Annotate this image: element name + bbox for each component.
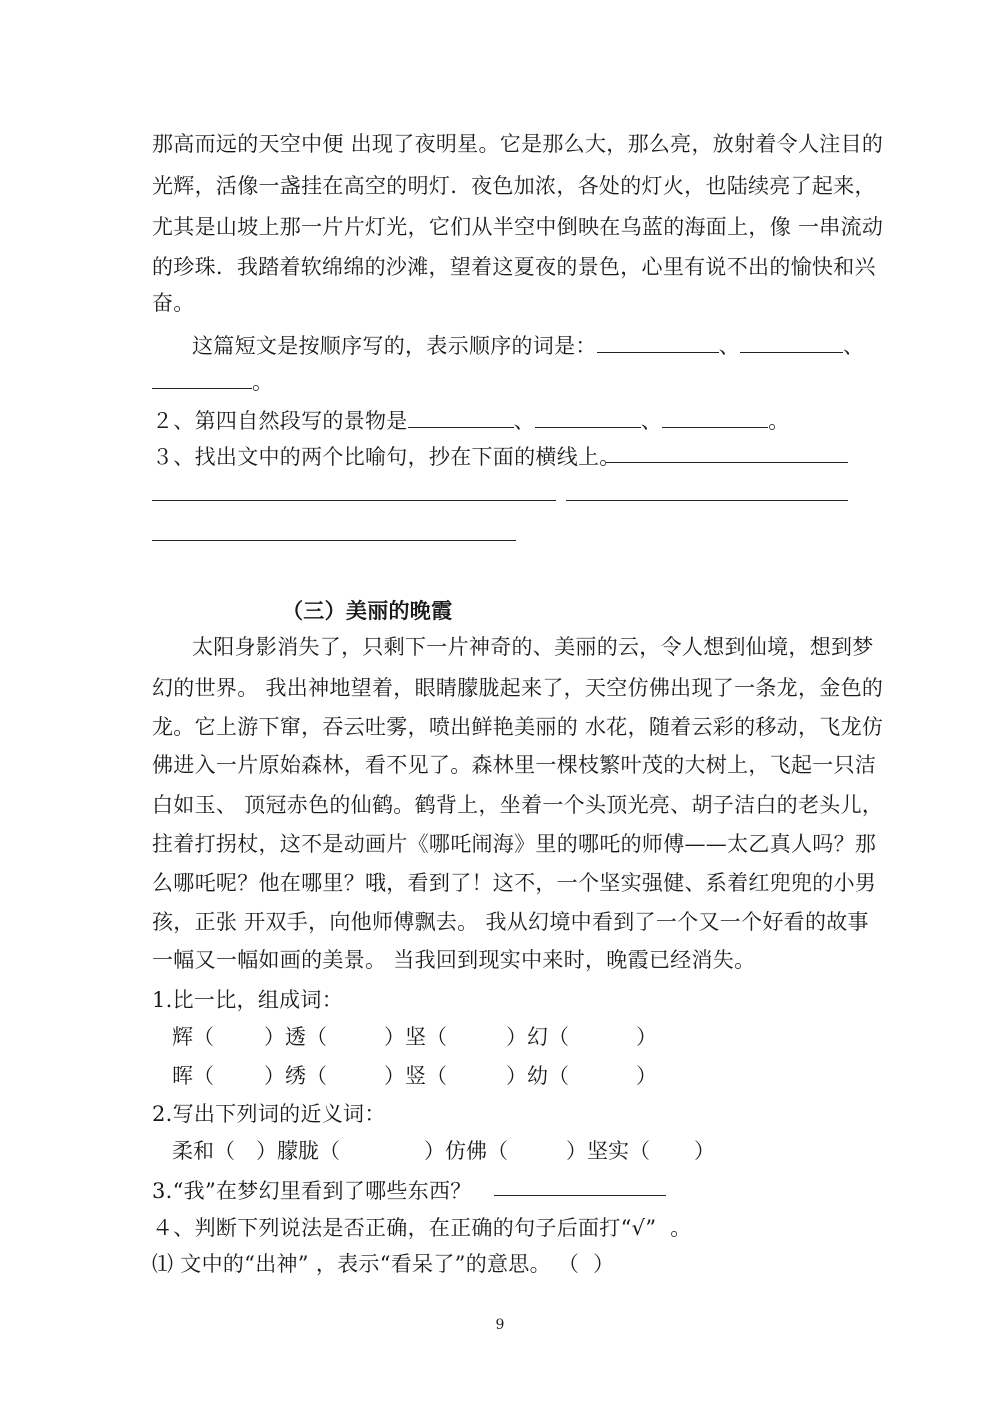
separator: 。 [252, 370, 274, 394]
word-pair-3: ）坚（ [384, 1025, 447, 1049]
answer-line[interactable] [494, 1195, 666, 1196]
passage3-line-1: 太阳身影消失了，只剩下一片神奇的、美丽的云，令人想到仙境，想到梦 [192, 635, 874, 659]
separator: 、 [640, 409, 663, 433]
word-pair-8: ）幼（ [506, 1064, 569, 1088]
answer-line[interactable] [566, 500, 848, 501]
answer-blank[interactable] [535, 405, 641, 428]
word-pair-5: 晖（ [172, 1064, 214, 1088]
answer-line[interactable] [152, 500, 556, 501]
passage3-line-7: 么哪吒呢？他在哪里？哦，看到了！这不，一个坚实强健、系着红兜兜的小男 [152, 871, 877, 895]
word-pair-4: ）幻（ [506, 1025, 569, 1049]
question2-1 [192, 330, 864, 361]
passage2-line-3: 尤其是山坡上那一片片灯光，它们从半空中倒映在乌蓝的海面上，像 一串流动 [152, 215, 884, 239]
question3-3-text: 3.“我”在梦幻里看到了哪些东西？ [152, 1179, 472, 1203]
answer-line[interactable] [152, 540, 516, 541]
answer-blank[interactable] [152, 366, 252, 389]
word-pair-2: ）透（ [264, 1025, 327, 1049]
passage3-line-5: 白如玉、 顶冠赤色的仙鹤。鹤背上，坐着一个头顶光亮、胡子洁白的老头儿， [152, 793, 884, 817]
word-pair-6: ）绣（ [264, 1064, 327, 1088]
word-pair-end: ） [636, 1064, 657, 1088]
question3-4-item-1: ⑴ 文中的“出神” ，表示“看呆了”的意思。 （ ） [152, 1252, 615, 1276]
page-number: 9 [495, 1317, 505, 1333]
answer-blank[interactable] [662, 405, 768, 428]
passage2-line-1: 那高而远的天空中便 出现了夜明星。它是那么大，那么亮，放射着令人注目的 [152, 132, 884, 156]
question2-1-cont [152, 366, 273, 397]
synonym-2: ）朦胧（ [256, 1139, 340, 1163]
passage3-line-3: 龙。它上游下窜，吞云吐雾，喷出鲜艳美丽的 水花，随着云彩的移动，飞龙仿 [152, 715, 884, 739]
separator: 、 [513, 409, 535, 433]
separator: 、 [718, 334, 741, 358]
passage3-line-9: 一幅又一幅如画的美景。 当我回到现实中来时，晚霞已经消失。 [152, 948, 756, 972]
separator: 。 [768, 409, 790, 433]
word-pair-1: 辉（ [172, 1025, 214, 1049]
passage2-line-4: 的珍珠. 我踏着软绵绵的沙滩，望着这夏夜的景色，心里有说不出的愉快和兴 [152, 255, 876, 279]
question2-2-text: ２、第四自然段写的景物是 [152, 409, 408, 433]
passage3-line-6: 拄着打拐杖，这不是动画片《哪吒闹海》里的哪吒的师傅——太乙真人吗？那 [152, 832, 877, 856]
answer-blank[interactable] [408, 405, 514, 428]
question3-4-text: ４、判断下列说法是否正确，在正确的句子后面打“√” 。 [152, 1216, 692, 1240]
question2-3-text: ３、找出文中的两个比喻句，抄在下面的横线上。 [152, 445, 621, 469]
question3-2-title: 2.写出下列词的近义词： [152, 1102, 386, 1126]
section-title: （三）美丽的晚霞 [282, 598, 453, 623]
passage3-line-4: 佛进入一片原始森林，看不见了。森林里一棵枝繁叶茂的大树上，飞起一只洁 [152, 753, 877, 777]
word-pair-end: ） [636, 1025, 657, 1049]
synonym-end: ） [694, 1139, 715, 1163]
answer-blank[interactable] [597, 330, 719, 353]
separator: 、 [843, 334, 865, 358]
question2-2 [152, 405, 790, 436]
answer-blank[interactable] [740, 330, 843, 353]
synonym-3: ）仿佛（ [424, 1139, 508, 1163]
passage3-line-2: 幻的世界。 我出神地望着，眼睛朦胧起来了，天空仿佛出现了一条龙，金色的 [152, 676, 884, 700]
passage2-line-2: 光辉，活像一盏挂在高空的明灯. 夜色加浓，各处的灯火，也陆续亮了起来， [152, 174, 876, 198]
synonym-1: 柔和（ [172, 1139, 235, 1163]
answer-line[interactable] [606, 462, 848, 463]
synonym-4: ）坚实（ [566, 1139, 650, 1163]
passage2-line-5: 奋。 [152, 291, 195, 315]
question2-1-text: 这篇短文是按顺序写的，表示顺序的词是： [192, 334, 597, 358]
passage3-line-8: 孩，正张 开双手，向他师傅飘去。 我从幻境中看到了一个又一个好看的故事 [152, 910, 869, 934]
question3-1-title: 1.比一比，组成词： [152, 988, 344, 1012]
word-pair-7: ）竖（ [384, 1064, 447, 1088]
